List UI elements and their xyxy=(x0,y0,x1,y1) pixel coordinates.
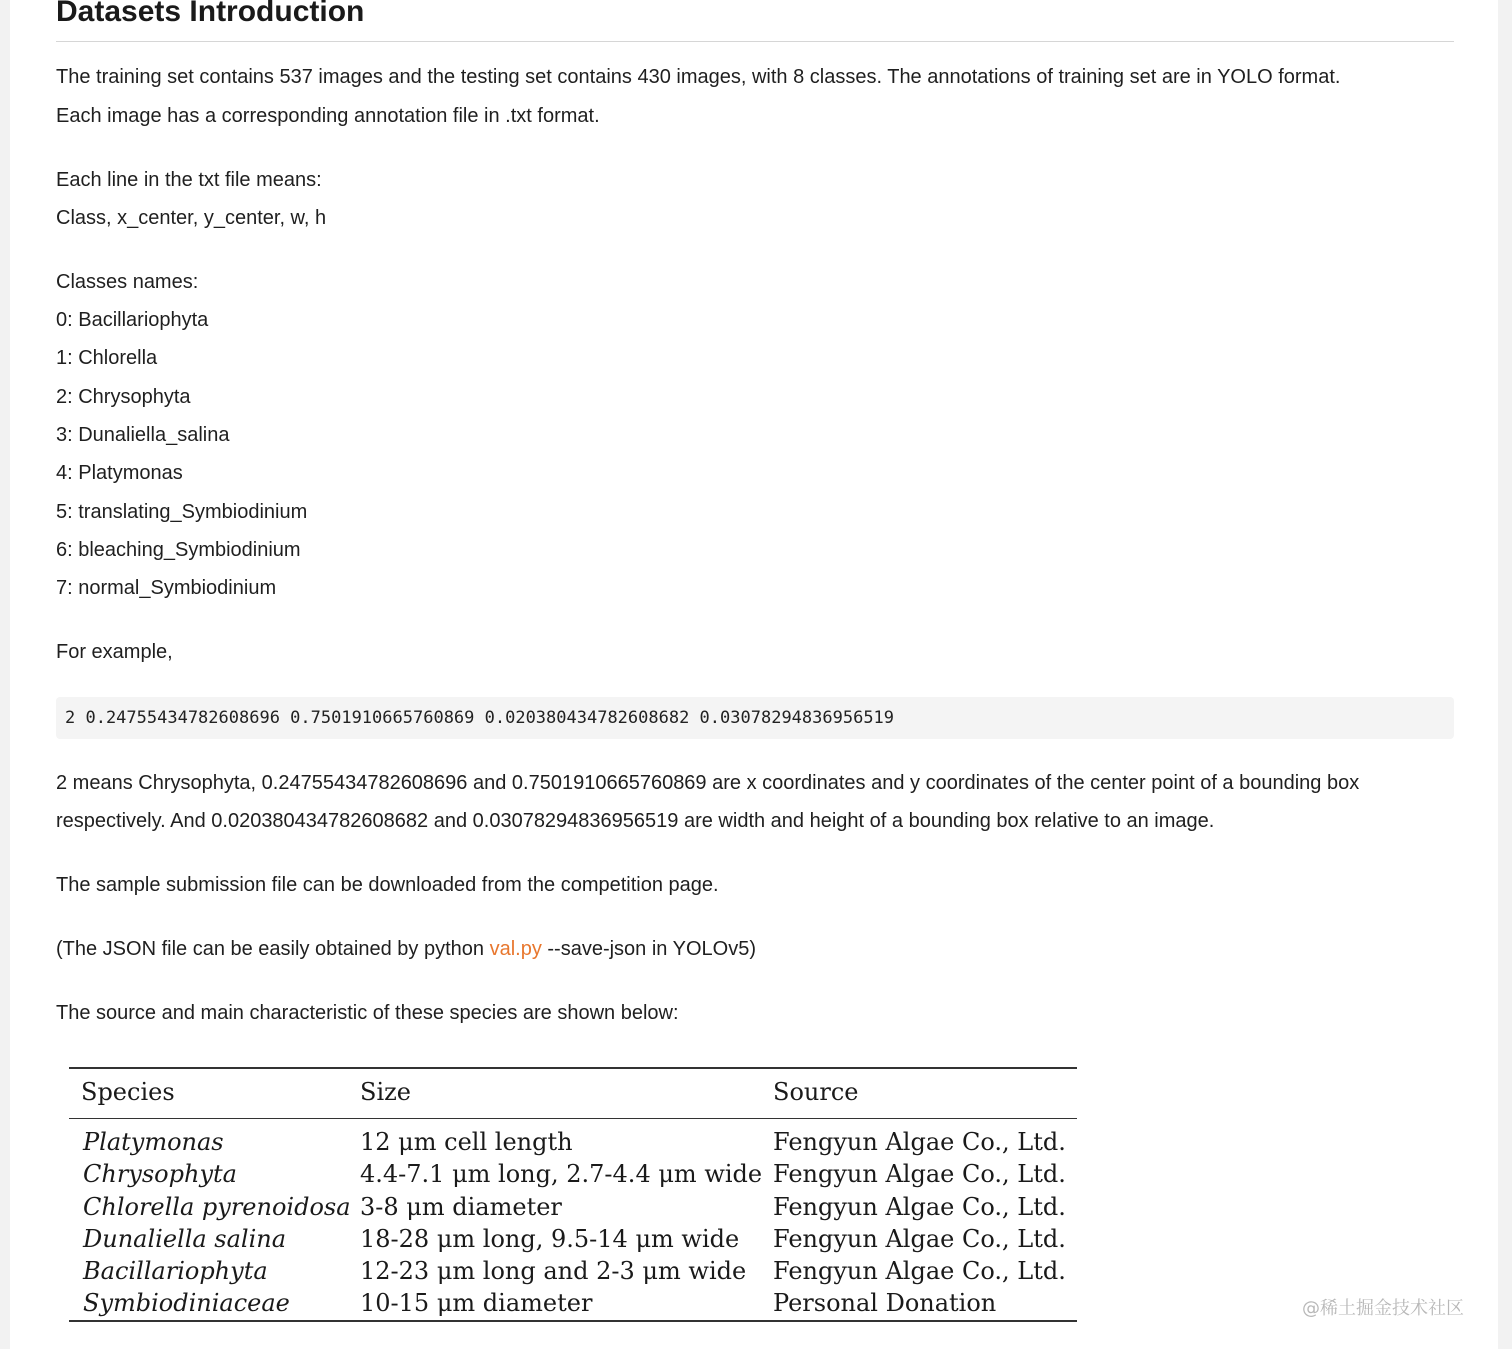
code-block xyxy=(56,697,1454,739)
json-note-suffix: --save-json in YOLOv5) xyxy=(541,938,756,960)
table-cell-source: Fengyun Algae Co., Ltd. xyxy=(773,1193,1066,1221)
class-item: 2: Chrysophyta xyxy=(56,386,191,408)
table-cell-size: 10-15 μm diameter xyxy=(360,1289,593,1317)
class-item: 3: Dunaliella_salina xyxy=(56,424,230,446)
table-cell-species: Chlorella pyrenoidosa xyxy=(83,1193,351,1221)
class-item: 4: Platymonas xyxy=(56,462,183,484)
table-top-rule xyxy=(69,1067,1077,1069)
class-item: 1: Chlorella xyxy=(56,347,158,369)
example-explanation-2: respectively. And 0.020380434782608682 and 0.03078294836956519 are width and height of a bounding box relative to an image. xyxy=(56,810,1215,832)
submission-text: The sample submission file can be downloaded from the competition page. xyxy=(56,874,719,896)
page xyxy=(10,0,1498,1349)
table-cell-size: 3-8 μm diameter xyxy=(360,1193,562,1221)
txt-format-heading: Each line in the txt file means: xyxy=(56,169,322,191)
page-title: Datasets Introduction xyxy=(56,0,365,28)
txt-format-fields: Class, x_center, y_center, w, h xyxy=(56,207,327,229)
table-cell-size: 4.4-7.1 μm long, 2.7-4.4 μm wide xyxy=(360,1160,763,1188)
table-cell-size: 12-23 μm long and 2-3 μm wide xyxy=(360,1257,747,1285)
table-header-rule xyxy=(69,1118,1077,1119)
table-cell-source: Personal Donation xyxy=(773,1289,997,1317)
val-py-link[interactable]: val.py xyxy=(489,938,542,960)
example-explanation-1: 2 means Chrysophyta, 0.24755434782608696 and 0.7501910665760869 are x coordinates and y coordinates of the center point of a bounding box xyxy=(56,772,1360,794)
intro-line-1: The training set contains 537 images and the testing set contains 430 images, with 8 classes. The annotations of training set are in YOLO format. xyxy=(56,66,1341,88)
table-cell-source: Fengyun Algae Co., Ltd. xyxy=(773,1225,1066,1253)
species-table xyxy=(69,1066,1077,1324)
class-item: 5: translating_Symbiodinium xyxy=(56,501,308,523)
class-item: 7: normal_Symbiodinium xyxy=(56,577,277,599)
table-cell-source: Fengyun Algae Co., Ltd. xyxy=(773,1128,1066,1156)
table-cell-species: Dunaliella salina xyxy=(83,1225,287,1253)
json-note xyxy=(56,930,756,969)
code-sample: 2 0.24755434782608696 0.7501910665760869 0.020380434782608682 0.03078294836956519 xyxy=(65,708,895,728)
intro-line-2: Each image has a corresponding annotation file in .txt format. xyxy=(56,105,600,127)
table-cell-source: Fengyun Algae Co., Ltd. xyxy=(773,1257,1066,1285)
table-cell-size: 12 μm cell length xyxy=(360,1128,573,1156)
table-cell-species: Chrysophyta xyxy=(83,1160,237,1188)
class-item: 6: bleaching_Symbiodinium xyxy=(56,539,301,561)
classes-heading: Classes names: xyxy=(56,271,199,293)
table-cell-species: Bacillariophyta xyxy=(83,1257,268,1285)
class-item: 0: Bacillariophyta xyxy=(56,309,209,331)
species-intro: The source and main characteristic of these species are shown below: xyxy=(56,1002,679,1024)
table-header-size: Size xyxy=(360,1078,411,1106)
table-cell-species: Platymonas xyxy=(83,1128,224,1156)
watermark: @稀土掘金技术社区 xyxy=(1302,1298,1464,1319)
table-cell-source: Fengyun Algae Co., Ltd. xyxy=(773,1160,1066,1188)
title-divider xyxy=(56,41,1454,42)
example-label: For example, xyxy=(56,641,173,663)
table-bottom-rule xyxy=(69,1320,1077,1322)
table-cell-species: Symbiodiniaceae xyxy=(83,1289,290,1317)
table-header-source: Source xyxy=(773,1078,859,1106)
json-note-prefix: (The JSON file can be easily obtained by python xyxy=(56,938,490,960)
table-header-species: Species xyxy=(81,1078,175,1106)
table-cell-size: 18-28 μm long, 9.5-14 μm wide xyxy=(360,1225,740,1253)
